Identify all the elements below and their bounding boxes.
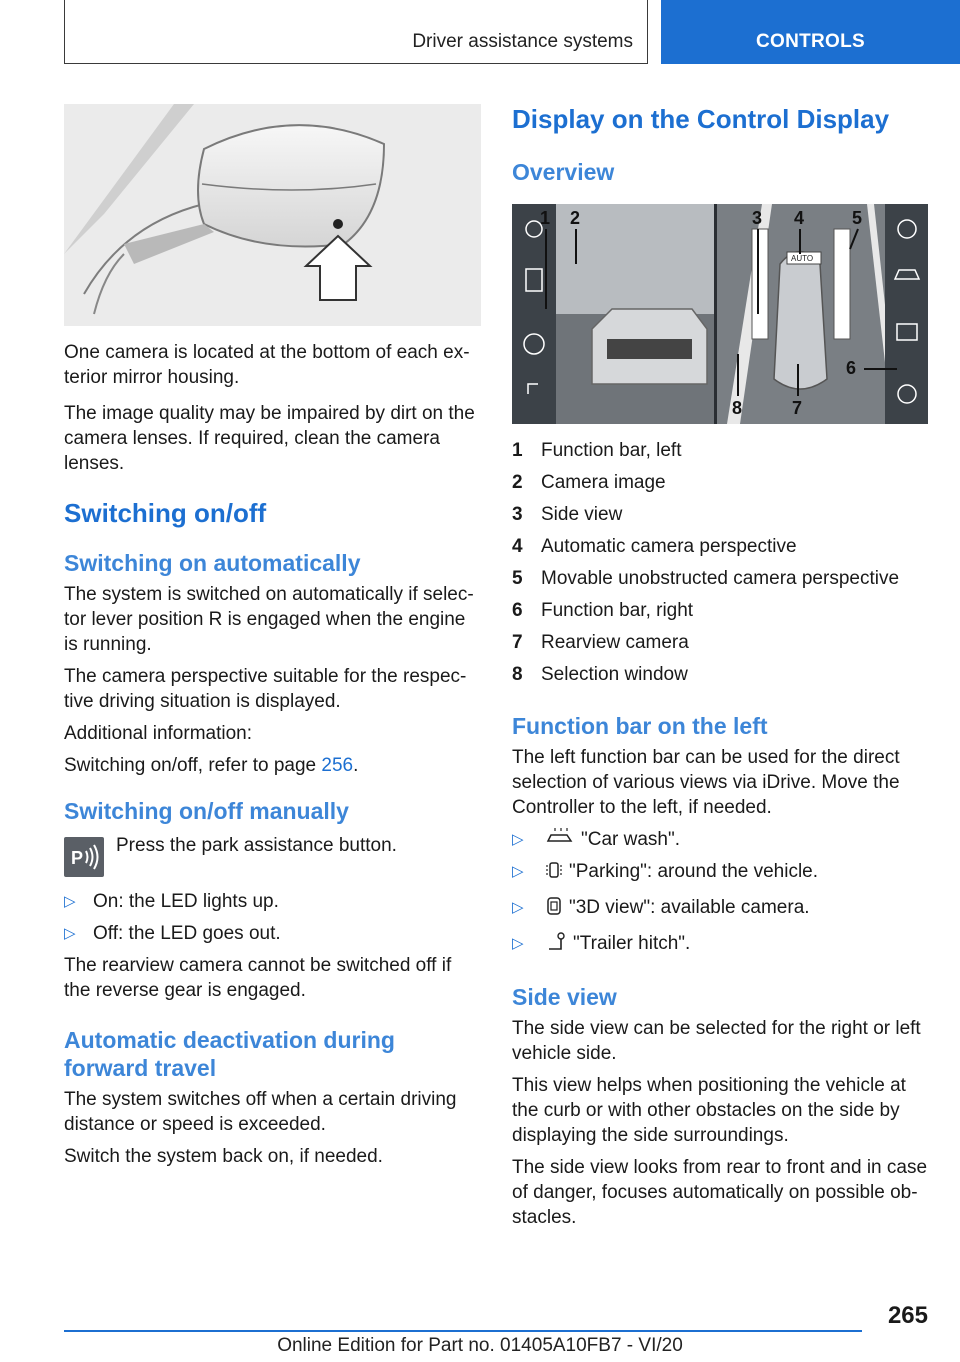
- figure-label-8: 8: [732, 398, 743, 418]
- bullet-triangle-icon: ▷: [64, 893, 76, 910]
- legend-item: [512, 470, 928, 495]
- figure-label-7: 7: [792, 398, 803, 418]
- funcbar-paragraph: The left function bar can be used for the direct selection of various views via iDrive. Move the Controller to the left, if needed.: [512, 747, 900, 818]
- legend-number: 3: [512, 504, 523, 525]
- bullet-text: "3D view": available camera.: [569, 897, 810, 918]
- list-item: [512, 827, 928, 852]
- legend-text: Function bar, left: [541, 440, 682, 461]
- header-chapter-title: CONTROLS: [755, 31, 865, 52]
- figure-label-1: 1: [540, 208, 551, 228]
- figure-label-6: 6: [846, 358, 857, 378]
- intro-paragraph-1: One camera is located at the bottom of each ex- terior mirror housing.: [64, 342, 470, 388]
- footer-edition: Online Edition for Part no. 01405A10FB7 - VI/20: [277, 1335, 683, 1356]
- list-item: [512, 895, 928, 924]
- bullet-triangle-icon: ▷: [512, 935, 524, 952]
- mirror-camera-illustration: [64, 104, 481, 326]
- bullet-triangle-icon: ▷: [512, 831, 524, 848]
- legend-text: Movable unobstructed camera perspective: [541, 568, 900, 589]
- deact-paragraph-2: Switch the system back on, if needed.: [64, 1146, 383, 1167]
- bullet-text: Off: the LED goes out.: [93, 923, 281, 944]
- legend-text: Camera image: [541, 472, 666, 493]
- header-section-box: [64, 0, 648, 64]
- list-item: [512, 931, 928, 960]
- trailer-hitch-icon: [545, 931, 567, 960]
- heading-function-bar-left: Function bar on the left: [512, 713, 768, 739]
- heading-display-control-display: Display on the Control Display: [512, 104, 890, 134]
- legend-number: 5: [512, 568, 523, 589]
- park-assist-instruction: [64, 833, 481, 877]
- legend-text: Rearview camera: [541, 632, 689, 653]
- bullet-text: "Trailer hitch".: [573, 933, 691, 954]
- manual-note: The rearview camera cannot be switched off if the reverse gear is engaged.: [64, 955, 452, 1001]
- heading-side-view: Side view: [512, 984, 617, 1010]
- heading-automatic-deactivation: Automatic deactivation during forward travel: [64, 1027, 395, 1081]
- legend-number: 7: [512, 632, 523, 653]
- legend-text: Selection window: [541, 664, 688, 685]
- heading-overview: Overview: [512, 159, 615, 185]
- figure-label-2: 2: [570, 208, 581, 228]
- legend-item: [512, 598, 928, 623]
- heading-switching-on-automatically: Switching on automatically: [64, 550, 361, 576]
- legend-text: Automatic camera perspective: [541, 536, 797, 557]
- bullet-triangle-icon: ▷: [512, 899, 524, 916]
- figure-label-4: 4: [794, 208, 805, 228]
- legend-number: 6: [512, 600, 523, 621]
- intro-paragraph-2: The image quality may be impaired by dirt on the camera lenses. If required, clean the camera lenses.: [64, 403, 475, 474]
- bullet-text: "Parking": around the vehicle.: [569, 861, 819, 882]
- auto-paragraph-3: Additional information:: [64, 723, 252, 744]
- auto-paragraph-4: [64, 753, 481, 778]
- auto-label: AUTO: [791, 254, 814, 263]
- legend-number: 4: [512, 536, 523, 557]
- car-wash-icon: [545, 827, 575, 852]
- control-display-screenshot: [512, 204, 928, 424]
- manual-text: Press the park assistance button.: [116, 835, 397, 856]
- reference-text: Switching on/off, refer to page: [64, 755, 322, 776]
- legend-item: [512, 662, 928, 687]
- side-paragraph-1: The side view can be selected for the right or left vehicle side.: [512, 1018, 921, 1064]
- page-link-256[interactable]: 256: [321, 755, 354, 776]
- figure-label-5: 5: [852, 208, 863, 228]
- legend-item: [512, 630, 928, 655]
- svg-text:P: P: [71, 848, 84, 868]
- 3d-view-icon: [545, 895, 563, 924]
- header-chapter-tab[interactable]: [661, 0, 960, 64]
- bullet-text: On: the LED lights up.: [93, 891, 279, 912]
- auto-paragraph-2: The camera perspective suitable for the respec- tive driving situation is displayed.: [64, 666, 467, 712]
- list-item: [64, 921, 481, 946]
- figure-label-3: 3: [752, 208, 763, 228]
- legend-number: 8: [512, 664, 523, 685]
- list-item: [512, 859, 928, 888]
- legend-number: 2: [512, 472, 523, 493]
- header-section-title: Driver assistance systems: [412, 31, 633, 52]
- legend-text: Side view: [541, 504, 623, 525]
- heading-switching-on-off-manually: Switching on/off manually: [64, 798, 349, 824]
- legend-text: Function bar, right: [541, 600, 694, 621]
- side-paragraph-2: This view helps when positioning the vehicle at the curb or with other obstacles on the side by displaying the side surroundings.: [512, 1075, 906, 1146]
- bullet-triangle-icon: ▷: [512, 863, 524, 880]
- park-assistance-button-icon: [64, 837, 104, 877]
- heading-switching-on-off: Switching on/off: [64, 498, 267, 528]
- bullet-triangle-icon: ▷: [64, 925, 76, 942]
- list-item: [64, 889, 481, 914]
- bullet-text: "Car wash".: [581, 829, 681, 850]
- right-column: [512, 104, 928, 1241]
- legend-item: [512, 438, 928, 463]
- legend-item: [512, 502, 928, 527]
- deact-paragraph-1: The system switches off when a certain driving distance or speed is exceeded.: [64, 1089, 457, 1135]
- auto-paragraph-1: The system is switched on automatically if selec- tor lever position R is engaged when the engine is running.: [64, 584, 474, 655]
- legend-number: 1: [512, 440, 523, 461]
- reference-period: .: [353, 755, 359, 776]
- page-number: 265: [887, 1302, 928, 1329]
- legend-item: [512, 566, 928, 591]
- footer-divider: [64, 1330, 862, 1332]
- parking-icon: [545, 859, 563, 888]
- legend-item: [512, 534, 928, 559]
- side-paragraph-3: The side view looks from rear to front and in case of danger, focuses automatically on possible ob- stacles.: [512, 1157, 928, 1228]
- left-column: [64, 104, 481, 1180]
